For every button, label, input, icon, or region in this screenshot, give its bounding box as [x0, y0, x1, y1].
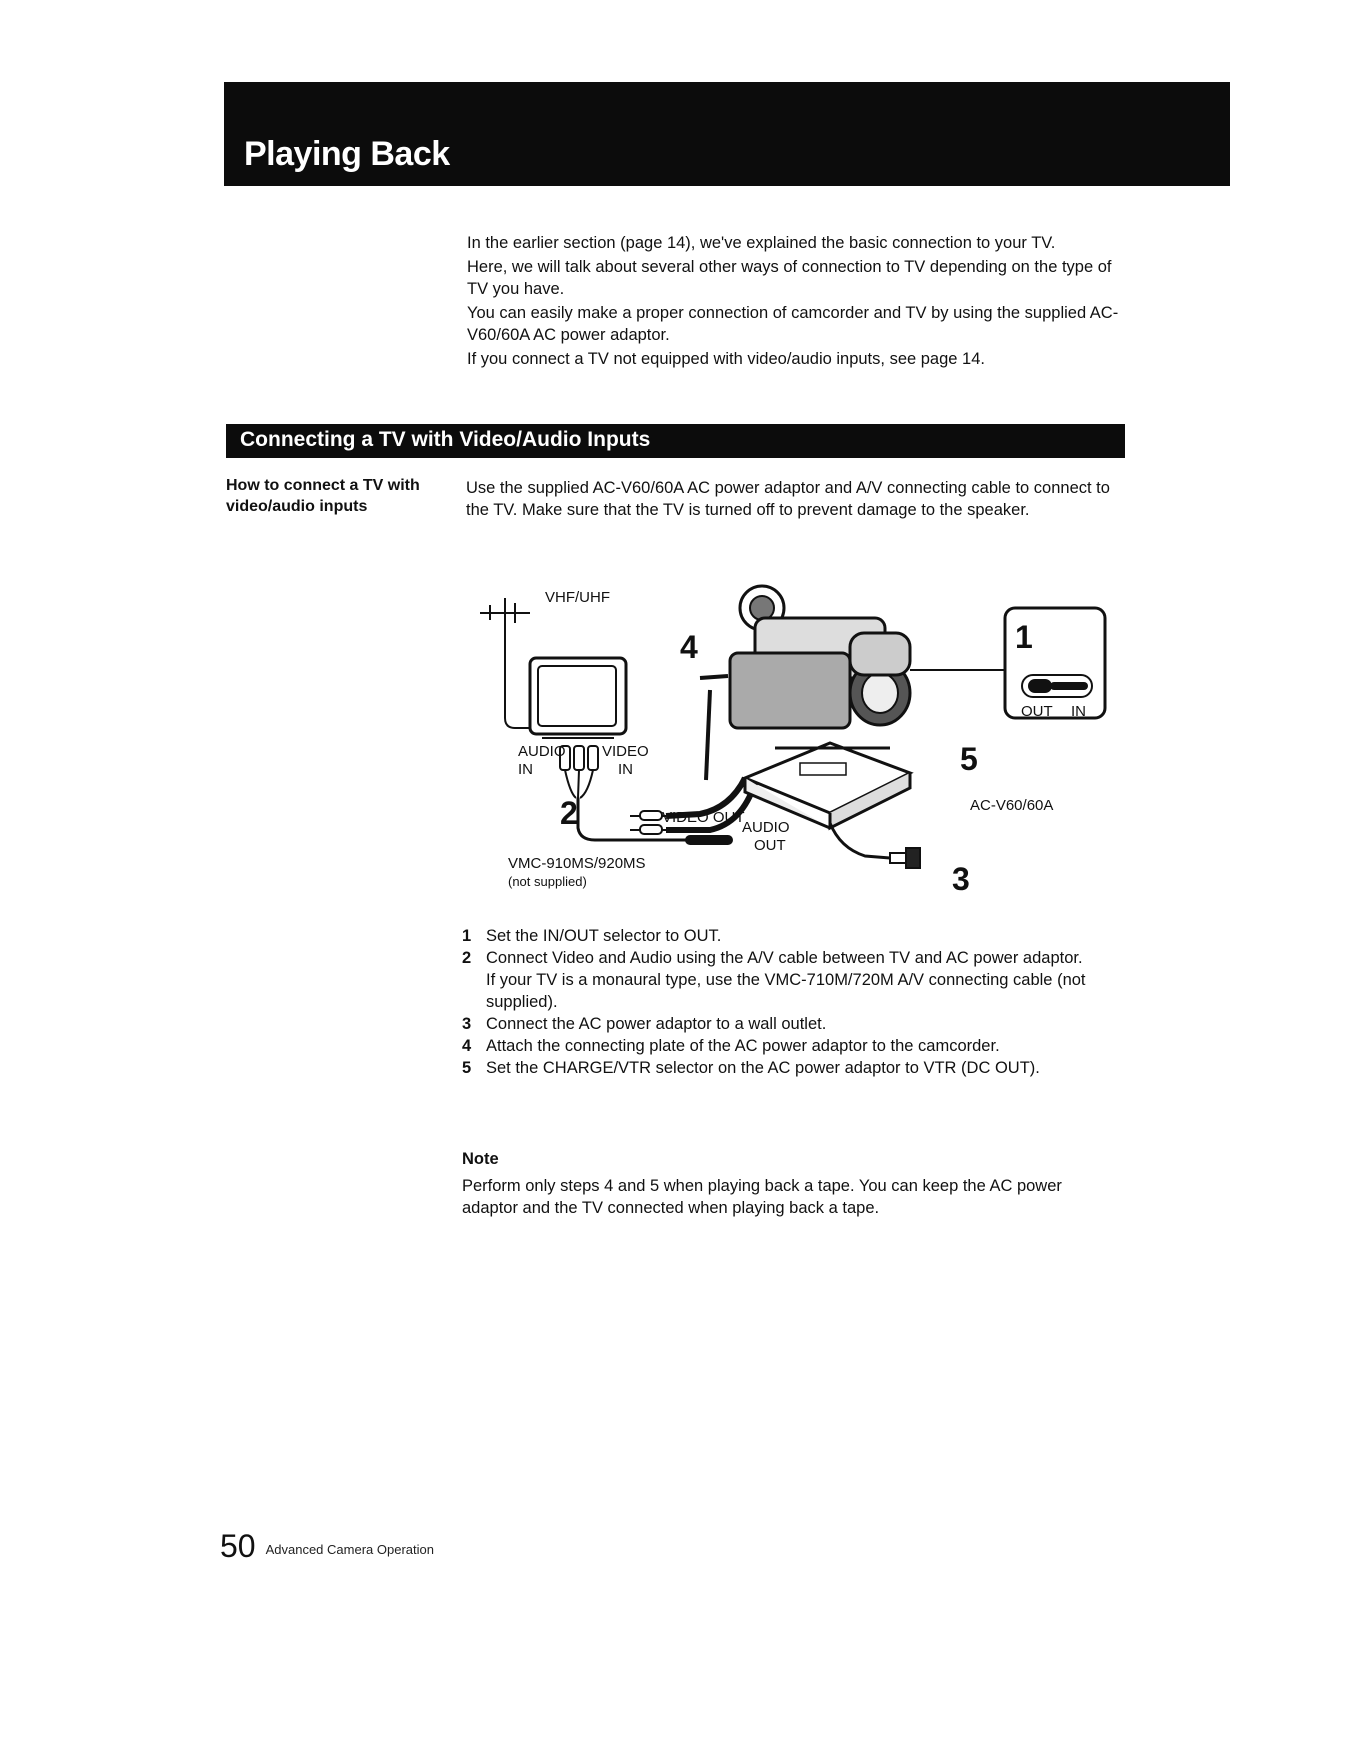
step-item [462, 1013, 1122, 1035]
step-number: 2 [462, 949, 472, 967]
switch-out-label: OUT [1021, 703, 1053, 720]
callout-1: 1 [1015, 619, 1033, 655]
step-extra-text: If your TV is a monaural type, use the VMC-710M/720M A/V connecting cable (not supplied). [486, 971, 1086, 1011]
connection-diagram [470, 578, 1120, 898]
steps-list [462, 925, 1122, 1079]
note-heading: Note [462, 1150, 499, 1168]
intro-paragraph: You can easily make a proper connection of camcorder and TV by using the supplied AC-V60/60A AC power adaptor. [467, 303, 1119, 344]
header-bar [224, 82, 1230, 186]
page-number: 50 [220, 1528, 256, 1564]
section-bar [226, 424, 1125, 458]
callout-3: 3 [952, 861, 970, 897]
intro-paragraph: If you connect a TV not equipped with video/audio inputs, see page 14. [467, 349, 985, 368]
step-text: Set the IN/OUT selector to OUT. [486, 927, 722, 945]
step-item [462, 925, 1122, 947]
audio-in-label: AUDIO [518, 743, 566, 760]
antenna-label: VHF/UHF [545, 589, 610, 606]
intro-paragraph: Here, we will talk about several other ways of connection to TV depending on the type of TV you have. [467, 257, 1112, 298]
cable-note-label: (not supplied) [508, 874, 587, 889]
video-in-label-2: IN [618, 761, 633, 778]
side-heading: How to connect a TV with video/audio inputs [226, 477, 420, 515]
callout-2: 2 [560, 795, 578, 831]
step-text: Attach the connecting plate of the AC power adaptor to the camcorder. [486, 1037, 1000, 1055]
footer-section-name: Advanced Camera Operation [265, 1542, 434, 1557]
adaptor-model-label: AC-V60/60A [970, 797, 1054, 814]
step-text: Set the CHARGE/VTR selector on the AC power adaptor to VTR (DC OUT). [486, 1059, 1040, 1077]
callout-5: 5 [960, 741, 978, 777]
section-title: Connecting a TV with Video/Audio Inputs [240, 428, 651, 451]
step-number: 5 [462, 1059, 472, 1077]
note-text: Perform only steps 4 and 5 when playing back a tape. You can keep the AC power adaptor and the TV connected when playing back a tape. [462, 1177, 1062, 1217]
intro-paragraph: In the earlier section (page 14), we've explained the basic connection to your TV. [467, 234, 1056, 252]
antenna-icon [480, 598, 530, 728]
switch-in-label: IN [1071, 703, 1086, 720]
page-footer [220, 1530, 434, 1562]
camcorder-icon [700, 586, 910, 780]
step-text: Connect Video and Audio using the A/V cable between TV and AC power adaptor. [486, 949, 1083, 967]
callout-4: 4 [680, 629, 698, 665]
tv-icon [530, 658, 626, 738]
step-item [462, 1057, 1122, 1079]
step-number: 4 [462, 1037, 472, 1055]
step-number: 3 [462, 1015, 472, 1033]
audio-out-label: AUDIO [742, 819, 790, 836]
audio-in-label-2: IN [518, 761, 533, 778]
page-title: Playing Back [244, 135, 450, 173]
step-text: Connect the AC power adaptor to a wall outlet. [486, 1015, 827, 1033]
step-number: 1 [462, 927, 472, 945]
video-in-label: VIDEO [602, 743, 649, 760]
step-item [462, 947, 1122, 1013]
section-lead-text: Use the supplied AC-V60/60A AC power adaptor and A/V connecting cable to connect to the TV. Make sure that the TV is turned off to prevent damage to the speaker. [466, 479, 1110, 519]
intro-text [467, 232, 1127, 371]
step-item [462, 1035, 1122, 1057]
audio-out-label-2: OUT [754, 837, 786, 854]
video-out-label: VIDEO OUT [662, 809, 745, 826]
cable-model-label: VMC-910MS/920MS [508, 855, 646, 872]
in-out-selector-icon [910, 608, 1105, 718]
